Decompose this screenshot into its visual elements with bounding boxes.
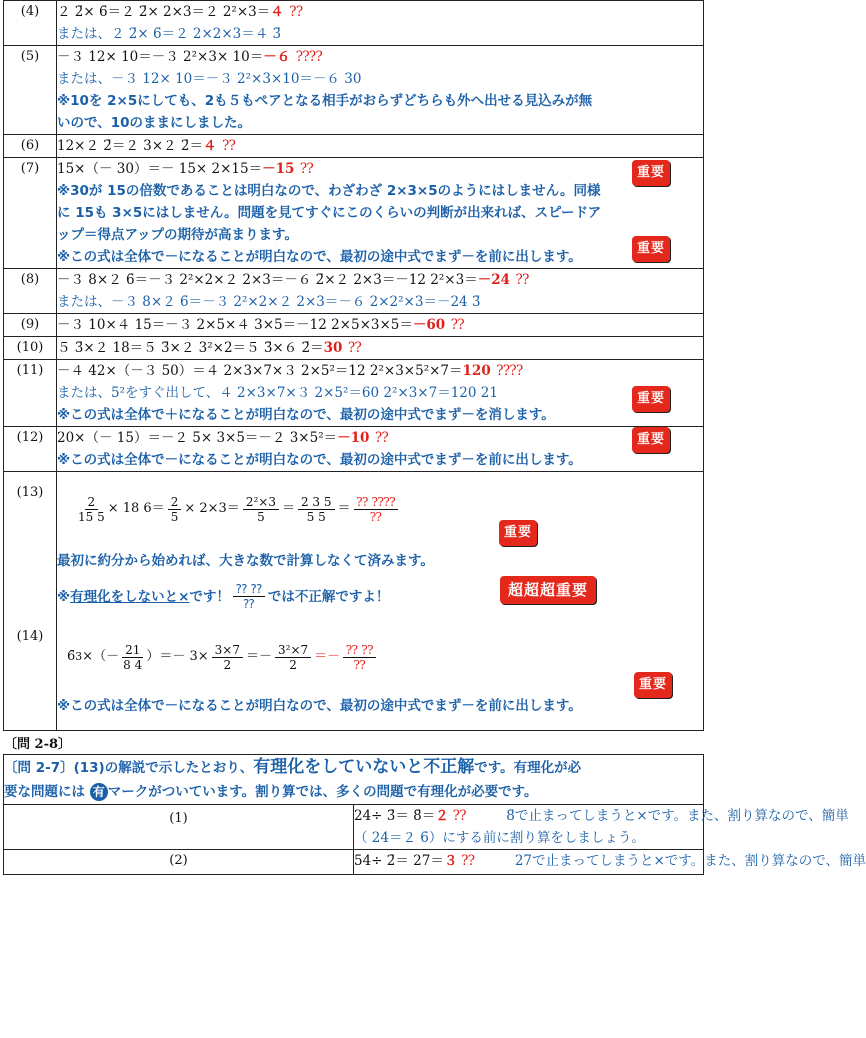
answer-tail: ⁇ [348, 340, 362, 356]
answer: －10 [337, 430, 370, 446]
line-text: に 15も 3×5にはしません。問題を見てすぐにこのくらいの判断が出来れば、スピードア [57, 205, 602, 221]
note-2-suffix: では不正解ですよ！ [267, 588, 390, 605]
line-text: ※10を 2×5にしても、2も５もペアとなる相手がおらずどちらも外へ出せる見込みが無 [57, 93, 593, 109]
answer: ４ [270, 4, 284, 20]
row-line [57, 1, 703, 23]
intro-emphasis: 有理化をしていないと不正解 [253, 757, 475, 777]
row-number-cell [4, 269, 57, 314]
line-text: ※30が 15の倍数であることは明白なので、わざわざ 2×3×5のようにはしません。同様 [57, 183, 601, 199]
important-badge-14: 重要 [634, 672, 672, 698]
row-body [57, 158, 704, 269]
answer-tail: ⁇ [289, 4, 303, 20]
row-13-answer: $\frac{⁇ ⁇⁇}{⁇}$ [354, 495, 399, 524]
row-number-cell [4, 46, 57, 135]
line-text: または、－３ 8×２ 6̄＝－３ 2²×2×２ 2×3＝－６ 2×2²×3＝－24 3̄ [57, 294, 481, 310]
line-text: ２ 2̄× 6̄＝２ 2̄× 2×3＝２ 2²×3＝ [57, 4, 271, 20]
answer-tail: ⁇ [451, 317, 465, 333]
line-text: 20×（－ 15）＝－２ 5̄× 3×5＝－２ 3×5²＝ [57, 430, 338, 446]
solutions-table-2 [3, 471, 704, 731]
row-line [57, 90, 703, 112]
row-body [57, 1, 704, 46]
row-body [57, 269, 704, 314]
row-number: (9) [20, 317, 40, 332]
q2-explanation-1: 27で止まってしまうと×です。また、割り算なので、簡単 [514, 853, 866, 869]
row-number-cell [4, 1, 57, 46]
important-badge: 重要 [632, 236, 670, 262]
row-number-13-14 [4, 472, 57, 731]
section-title: 〔問 2-8〕 [4, 737, 72, 752]
row-line [57, 224, 703, 246]
row-13-expression [57, 478, 703, 540]
row-body [57, 46, 704, 135]
answer: －15 [262, 161, 295, 177]
row-line [57, 180, 703, 202]
answer-tail: ⁇ [300, 161, 314, 177]
row-line [57, 427, 703, 449]
line-text: －３ 12× 10＝－３ 2²×3× 10＝ [57, 49, 264, 65]
row-number-cell [4, 158, 57, 269]
row-14-expression [57, 625, 703, 689]
row-14-part-b: ×（－ [82, 649, 120, 664]
row-number-cell [4, 427, 57, 472]
row-14-note: ※この式は全体で－になることが明白なので、最初の途中式でまず－を前に出します。 [57, 698, 582, 714]
row-number: (4) [20, 4, 40, 19]
answer: 120 [462, 363, 491, 379]
row-13-14-body [57, 472, 704, 731]
section-table [3, 754, 866, 875]
row-line [57, 46, 703, 68]
row-number: (10) [16, 340, 44, 355]
q1-explanation-1: 8̄で止まってしまうと×です。また、割り算なので、簡単 [506, 808, 849, 824]
line-text: ５ 3̄×２ 18＝５ 3̄×２ 3²×2＝５ 3̄×６ 2̄＝ [57, 340, 324, 356]
row-14-sub: 3 [75, 650, 83, 663]
line-text: または、２ 2̄× 6̄＝２ 2×2×3＝４ 3̄ [57, 26, 282, 42]
q1-explanation-2: （ 24＝２ 6̄）にする前に割り算をしましょう。 [354, 830, 645, 846]
row-line [57, 112, 703, 134]
important-badge-13: 重要 [499, 520, 537, 546]
intro-part-a: 〔問 2-7〕(13)の解説で示したとおり、 [4, 760, 254, 776]
row-line [57, 291, 703, 313]
important-badge: 重要 [632, 386, 670, 412]
answer: －６ [263, 49, 291, 65]
row-body [57, 314, 704, 337]
row-13-times-1: × 18 6＝ [107, 501, 165, 516]
answer-tail: ⁇⁇ [496, 363, 524, 379]
line-text: －３ 8×２ 6̄＝－３ 2²×2×２ 2×3＝－６ 2̄×２ 2×3＝－12 2²×3＝ [57, 272, 478, 288]
row-number-cell [4, 314, 57, 337]
note-2-frac: $\frac{⁇ ⁇}{⁇}$ [233, 582, 265, 611]
row-line [57, 314, 703, 336]
row-13-eq-1: ＝ [281, 501, 295, 516]
line-text: ※この式は全体で－になることが明白なので、最初の途中式でまず－を前に出します。 [57, 452, 582, 468]
row-number: (8) [20, 272, 40, 287]
row-body [57, 427, 704, 472]
answer: 30 [323, 340, 343, 356]
row-line [57, 269, 703, 291]
row-line [57, 449, 703, 471]
note-2-underlined: 有理化をしないと× [70, 588, 190, 605]
row-body [57, 360, 704, 427]
row-14-answer: $\frac{⁇ ⁇}{⁇}$ [343, 643, 376, 672]
row-14-number: (14) [16, 629, 44, 644]
line-text: ※この式は全体で－になることが明白なので、最初の途中式でまず－を前に出します。 [57, 249, 582, 265]
answer: ４ [202, 138, 217, 154]
row-13-frac-3: $\frac{\text{2²×3}}{5}$ [243, 495, 279, 524]
row-body [57, 337, 704, 360]
solutions-table [3, 0, 704, 472]
row-line [57, 337, 703, 359]
row-line [57, 246, 703, 268]
row-13-frac-4: $\frac{2 3 5}{5 5}$ [298, 495, 335, 524]
line-text: 12×２ 2̄＝２ 3×２ 2̄＝ [57, 138, 203, 154]
line-text: －４ 42×（－３ 50）＝４ 2×3×7×３ 2×5²＝12 2²×3×5²×7＝ [57, 363, 463, 379]
row-number-cell [4, 337, 57, 360]
q1-body [354, 805, 849, 850]
q1-number: (1) [169, 811, 188, 826]
row-14-frac-3: $\frac{\text{3²×7}}{2}$ [275, 643, 311, 672]
q1-expression: 24÷ 3̄＝ 8̄＝ [354, 808, 436, 824]
super-important-badge: 超超超重要 [500, 576, 596, 604]
solution-row [4, 427, 704, 472]
row-number-cell [4, 360, 57, 427]
q1-answer: ２ [435, 808, 449, 824]
row-13-note-2 [57, 582, 703, 611]
q1-number-cell [4, 805, 354, 850]
answer-tail: ⁇ [375, 430, 389, 446]
row-line [57, 68, 703, 90]
row-number: (7) [20, 161, 40, 176]
solution-row [4, 135, 704, 158]
intro-part-c: 要な問題には [4, 784, 85, 800]
solution-row [4, 314, 704, 337]
line-text: 15×（－ 30）＝－ 15× 2×15＝ [57, 161, 263, 177]
line-text: または、－３ 12× 10＝－３ 2²×3×10＝－６ 30 [57, 71, 362, 87]
answer: －60 [412, 317, 446, 333]
row-number: (6) [20, 138, 40, 153]
row-number: (5) [20, 49, 40, 64]
row-line [57, 360, 703, 382]
q2-answer-tail: ⁇ [461, 853, 475, 869]
q2-number-cell [4, 850, 354, 875]
row-number: (11) [16, 363, 44, 378]
important-badge: 重要 [632, 160, 670, 186]
line-text: ※この式は全体で＋になることが明白なので、最初の途中式でまず－を消します。 [57, 407, 555, 423]
row-line [57, 135, 703, 157]
row-13-times-2: × 2×3＝ [184, 501, 240, 516]
solution-row [4, 337, 704, 360]
answer-tail: ⁇ [516, 272, 530, 288]
q1-answer-tail: ⁇ [453, 808, 467, 824]
row-13-frac-1: $\frac{2}{15 5}$ [78, 494, 105, 524]
line-text: －３ 10×４ 15＝－３ 2×5×４ 3×5＝－12 2×5×3×5＝ [57, 317, 413, 333]
line-text: ップ＝得点アップの期待が高まります。 [57, 227, 298, 243]
q2-number: (2) [169, 853, 188, 868]
row-13-number: (13) [16, 485, 44, 500]
row-body [57, 135, 704, 158]
row-line [57, 382, 703, 404]
note-2-desu: です！ [189, 588, 230, 605]
row-13-frac-2: $\frac{2}{5}$ [168, 495, 182, 524]
row-14-sqrt6: 6̄ [67, 649, 76, 664]
q2-expression: 54÷ 2̄＝ 27＝ [354, 853, 444, 869]
solution-row [4, 158, 704, 269]
rationalize-mark-icon: 有 [90, 783, 108, 801]
row-13-note-1: 最初に約分から始めれば、大きな数で計算しなくて済みます。 [57, 553, 434, 569]
answer: －24 [477, 272, 510, 288]
row-14-frac-1: $\frac{21}{8 4}$ [123, 642, 143, 672]
answer-tail: ⁇⁇ [296, 49, 323, 65]
row-14-frac-2: $\frac{3\times 7}{2}$ [212, 643, 243, 672]
row-number-cell [4, 135, 57, 158]
line-text: いので、10のままにしました。 [57, 115, 252, 131]
row-14-part-c: ）＝－ 3× [146, 649, 209, 664]
intro-part-b: です。有理化が必 [474, 760, 582, 776]
q2-answer: ３ [443, 853, 458, 869]
solution-row [4, 1, 704, 46]
line-text: または、5²をすぐ出して、４ 2×3×7×３ 2×5²＝60 2²×3×7＝120 21 [57, 385, 498, 401]
row-14-eq-1: ＝－ [245, 649, 272, 664]
row-line [57, 23, 703, 45]
intro-part-d: マークがついています。割り算では、多くの問題で有理化が必要です。 [107, 784, 538, 800]
solution-row [4, 46, 704, 135]
row-line [57, 202, 703, 224]
row-line [57, 404, 703, 426]
section-intro [4, 755, 704, 805]
row-number: (12) [16, 430, 44, 445]
row-13-eq-2: ＝ [337, 501, 351, 516]
solution-row [4, 269, 704, 314]
row-14-eq-2: ＝－ [314, 649, 341, 664]
important-badge: 重要 [632, 427, 670, 453]
answer-tail: ⁇ [222, 138, 236, 154]
note-2-prefix: ※ [57, 588, 71, 605]
q2-body [354, 850, 866, 875]
row-line [57, 158, 703, 180]
solution-row [4, 360, 704, 427]
